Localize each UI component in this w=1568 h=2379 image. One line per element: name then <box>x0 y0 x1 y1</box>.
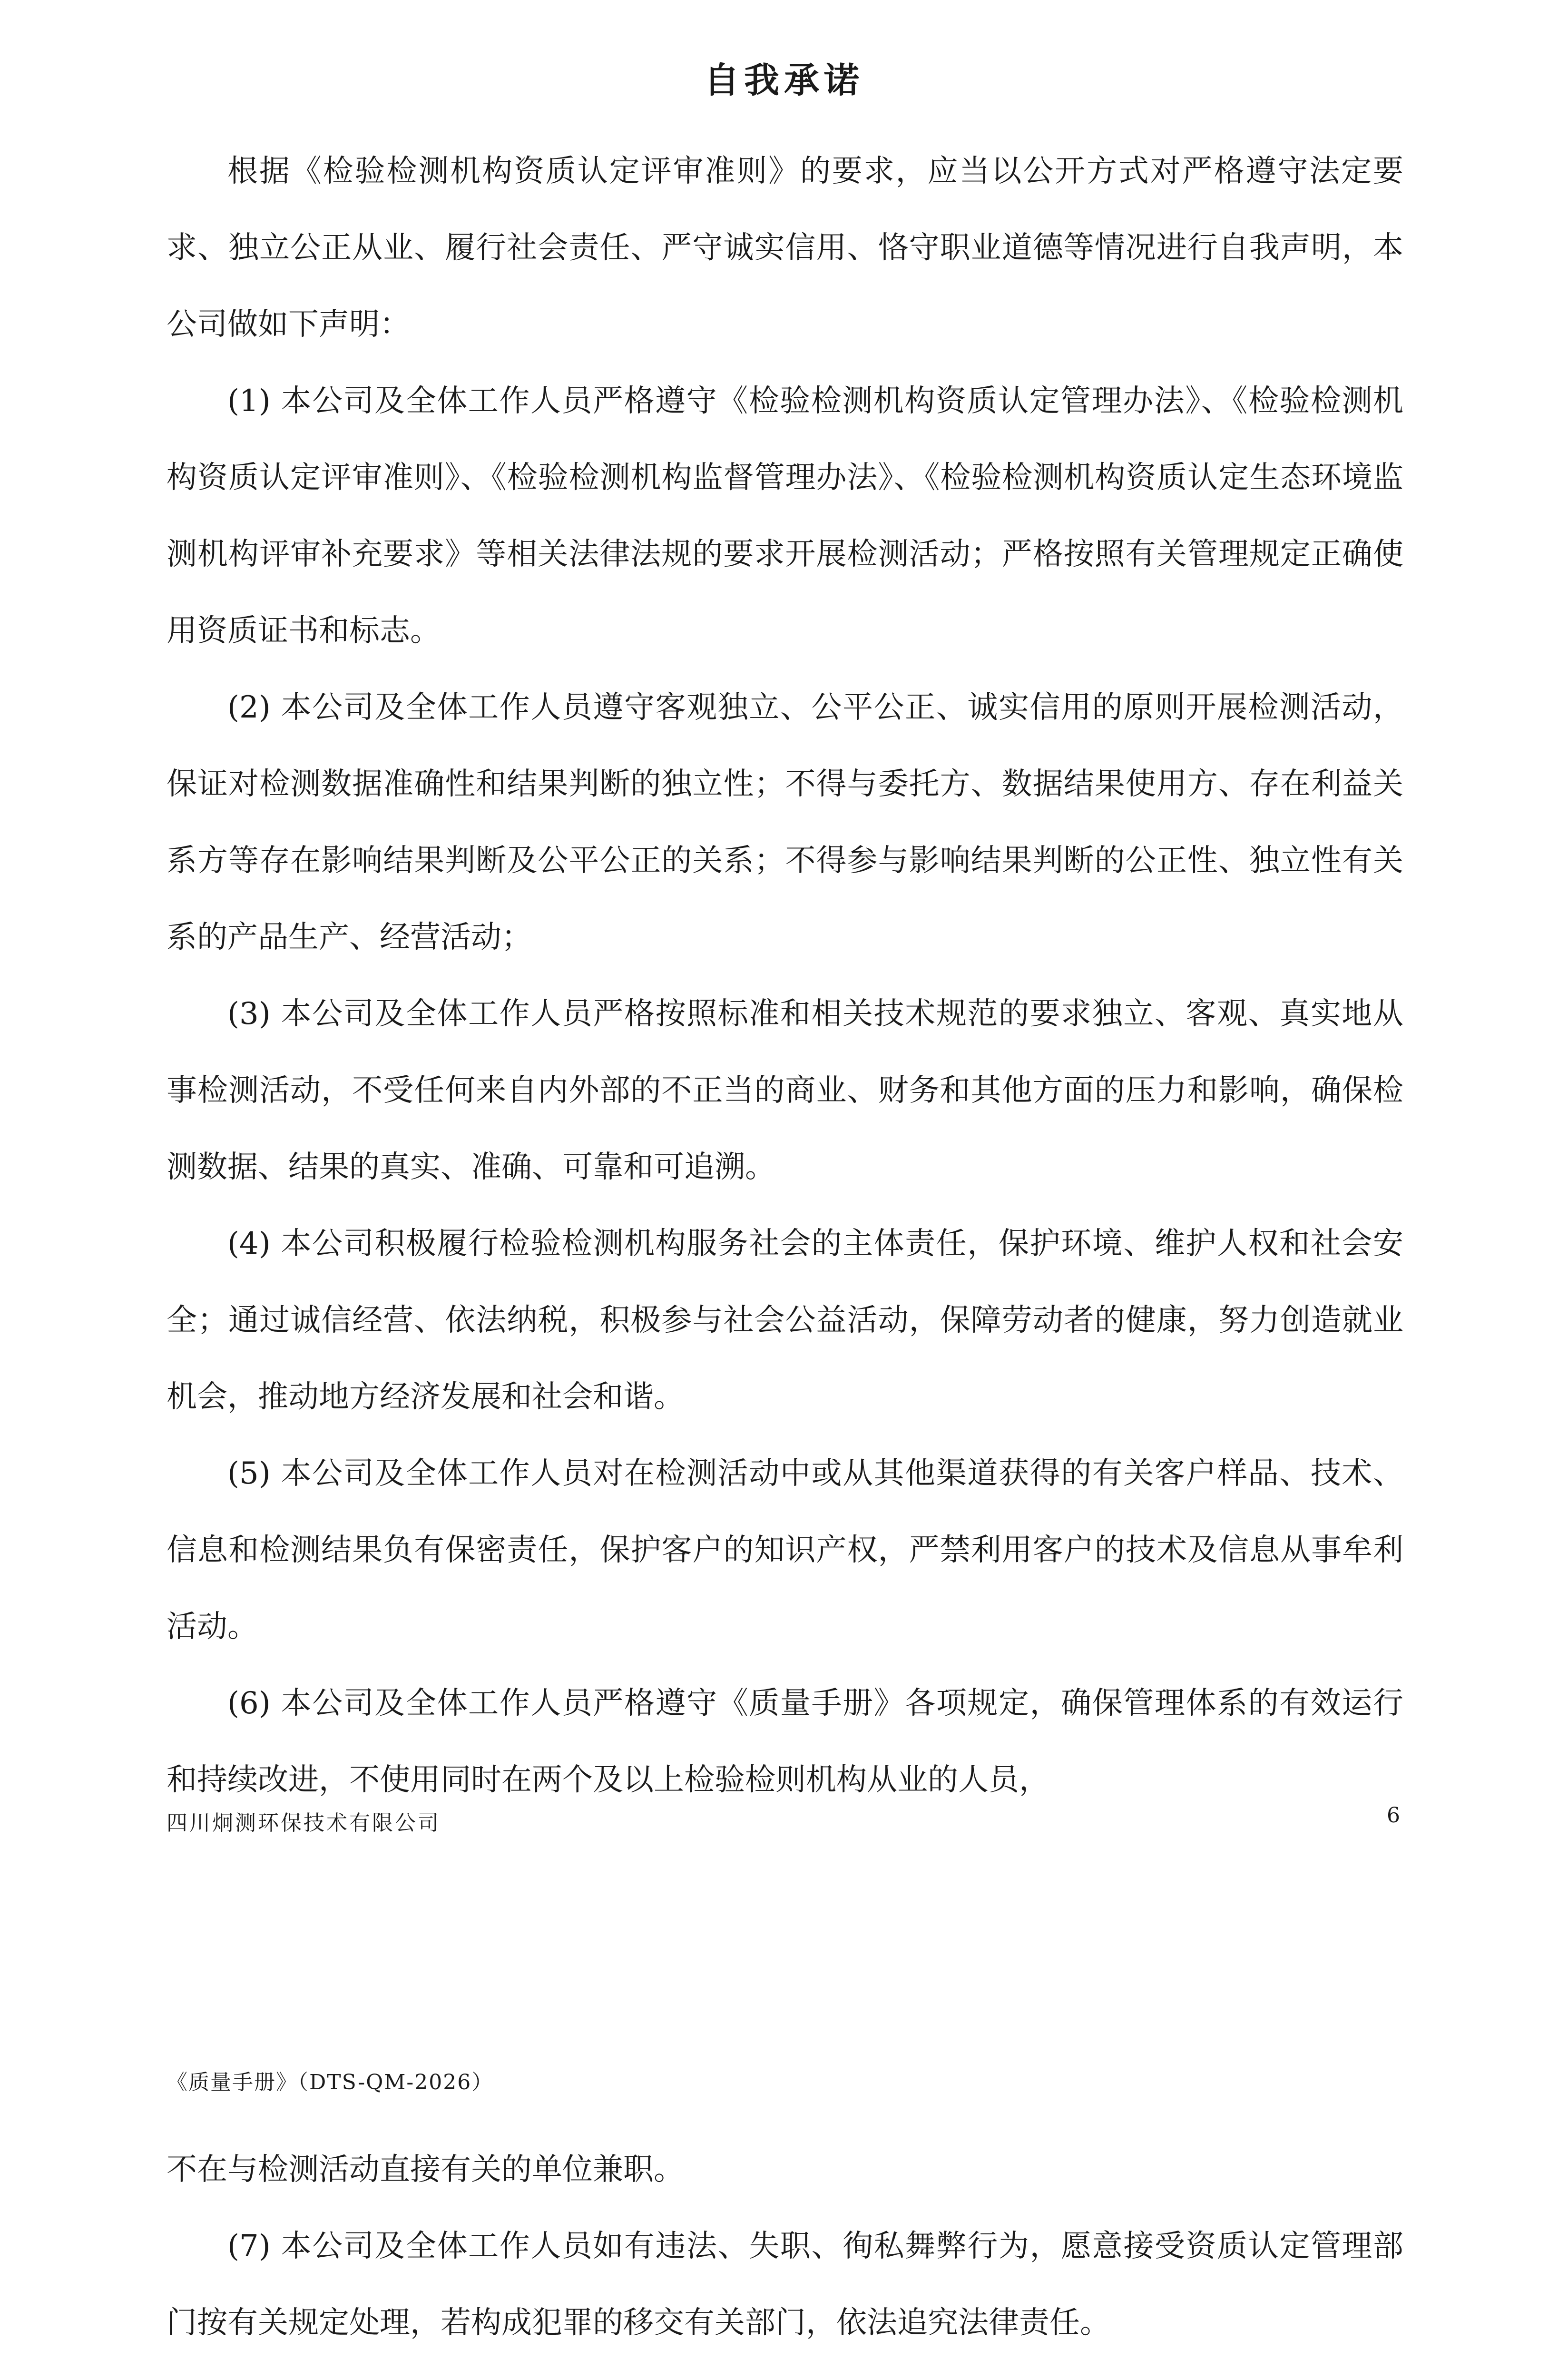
body-text <box>167 133 1403 1819</box>
body-text-continued <box>167 2132 1403 2379</box>
footer-company: 四川炯测环保技术有限公司 <box>167 1811 441 1835</box>
paragraph-item-3: (3) 本公司及全体工作人员严格按照标准和相关技术规范的要求独立、客观、真实地从事检测活动，不受任何来自内外部的不正当的商业、财务和其他方面的压力和影响，确保检测数据、结果的真实、准确、可靠和可追溯。 <box>167 996 1403 1185</box>
paragraph-item-1: (1) 本公司及全体工作人员严格遵守《检验检测机构资质认定管理办法》、《检验检测机构资质认定评审准则》、《检验检测机构监督管理办法》、《检验检测机构资质认定生态环境监测机构评审补充要求》等相关法律法规的要求开展检测活动；严格按照有关管理规定正确使用资质证书和标志。 <box>167 383 1403 649</box>
paragraph-item-7: (7) 本公司及全体工作人员如有违法、失职、徇私舞弊行为，愿意接受资质认定管理部门按有关规定处理，若构成犯罪的移交有关部门，依法追究法律责任。 <box>167 2229 1403 2340</box>
paragraph-intro: 根据《检验检测机构资质认定评审准则》的要求，应当以公开方式对严格遵守法定要求、独立公正从业、履行社会责任、严守诚实信用、恪守职业道德等情况进行自我声明，本公司做如下声明： <box>167 154 1403 342</box>
paragraph-continuation: 不在与检测活动直接有关的单位兼职。 <box>167 2152 684 2187</box>
paragraph-item-5: (5) 本公司及全体工作人员对在检测活动中或从其他渠道获得的有关客户样品、技术、信息和检测结果负有保密责任，保护客户的知识产权，严禁利用客户的技术及信息从事牟利活动。 <box>167 1456 1403 1644</box>
page-title: 自我承诺 <box>704 60 864 101</box>
running-header: 《质量手册》（DTS-QM-2026） <box>167 2070 494 2094</box>
page-number: 6 <box>1387 1803 1400 1828</box>
paragraph-item-4: (4) 本公司积极履行检验检测机构服务社会的主体责任，保护环境、维护人权和社会安全；通过诚信经营、依法纳税，积极参与社会公益活动，保障劳动者的健康，努力创造就业机会，推动地方经济发展和社会和谐。 <box>167 1226 1403 1415</box>
paragraph-item-2: (2) 本公司及全体工作人员遵守客观独立、公平公正、诚实信用的原则开展检测活动，保证对检测数据准确性和结果判断的独立性；不得与委托方、数据结果使用方、存在利益关系方等存在影响结果判断及公平公正的关系；不得参与影响结果判断的公正性、独立性有关系的产品生产、经营活动； <box>167 690 1403 955</box>
paragraph-item-6: (6) 本公司及全体工作人员严格遵守《质量手册》各项规定，确保管理体系的有效运行和持续改进，不使用同时在两个及以上检验检则机构从业的人员， <box>167 1686 1403 1798</box>
document-page-2 <box>0 2046 1568 2379</box>
paragraph-item-8 <box>167 2361 1403 2379</box>
